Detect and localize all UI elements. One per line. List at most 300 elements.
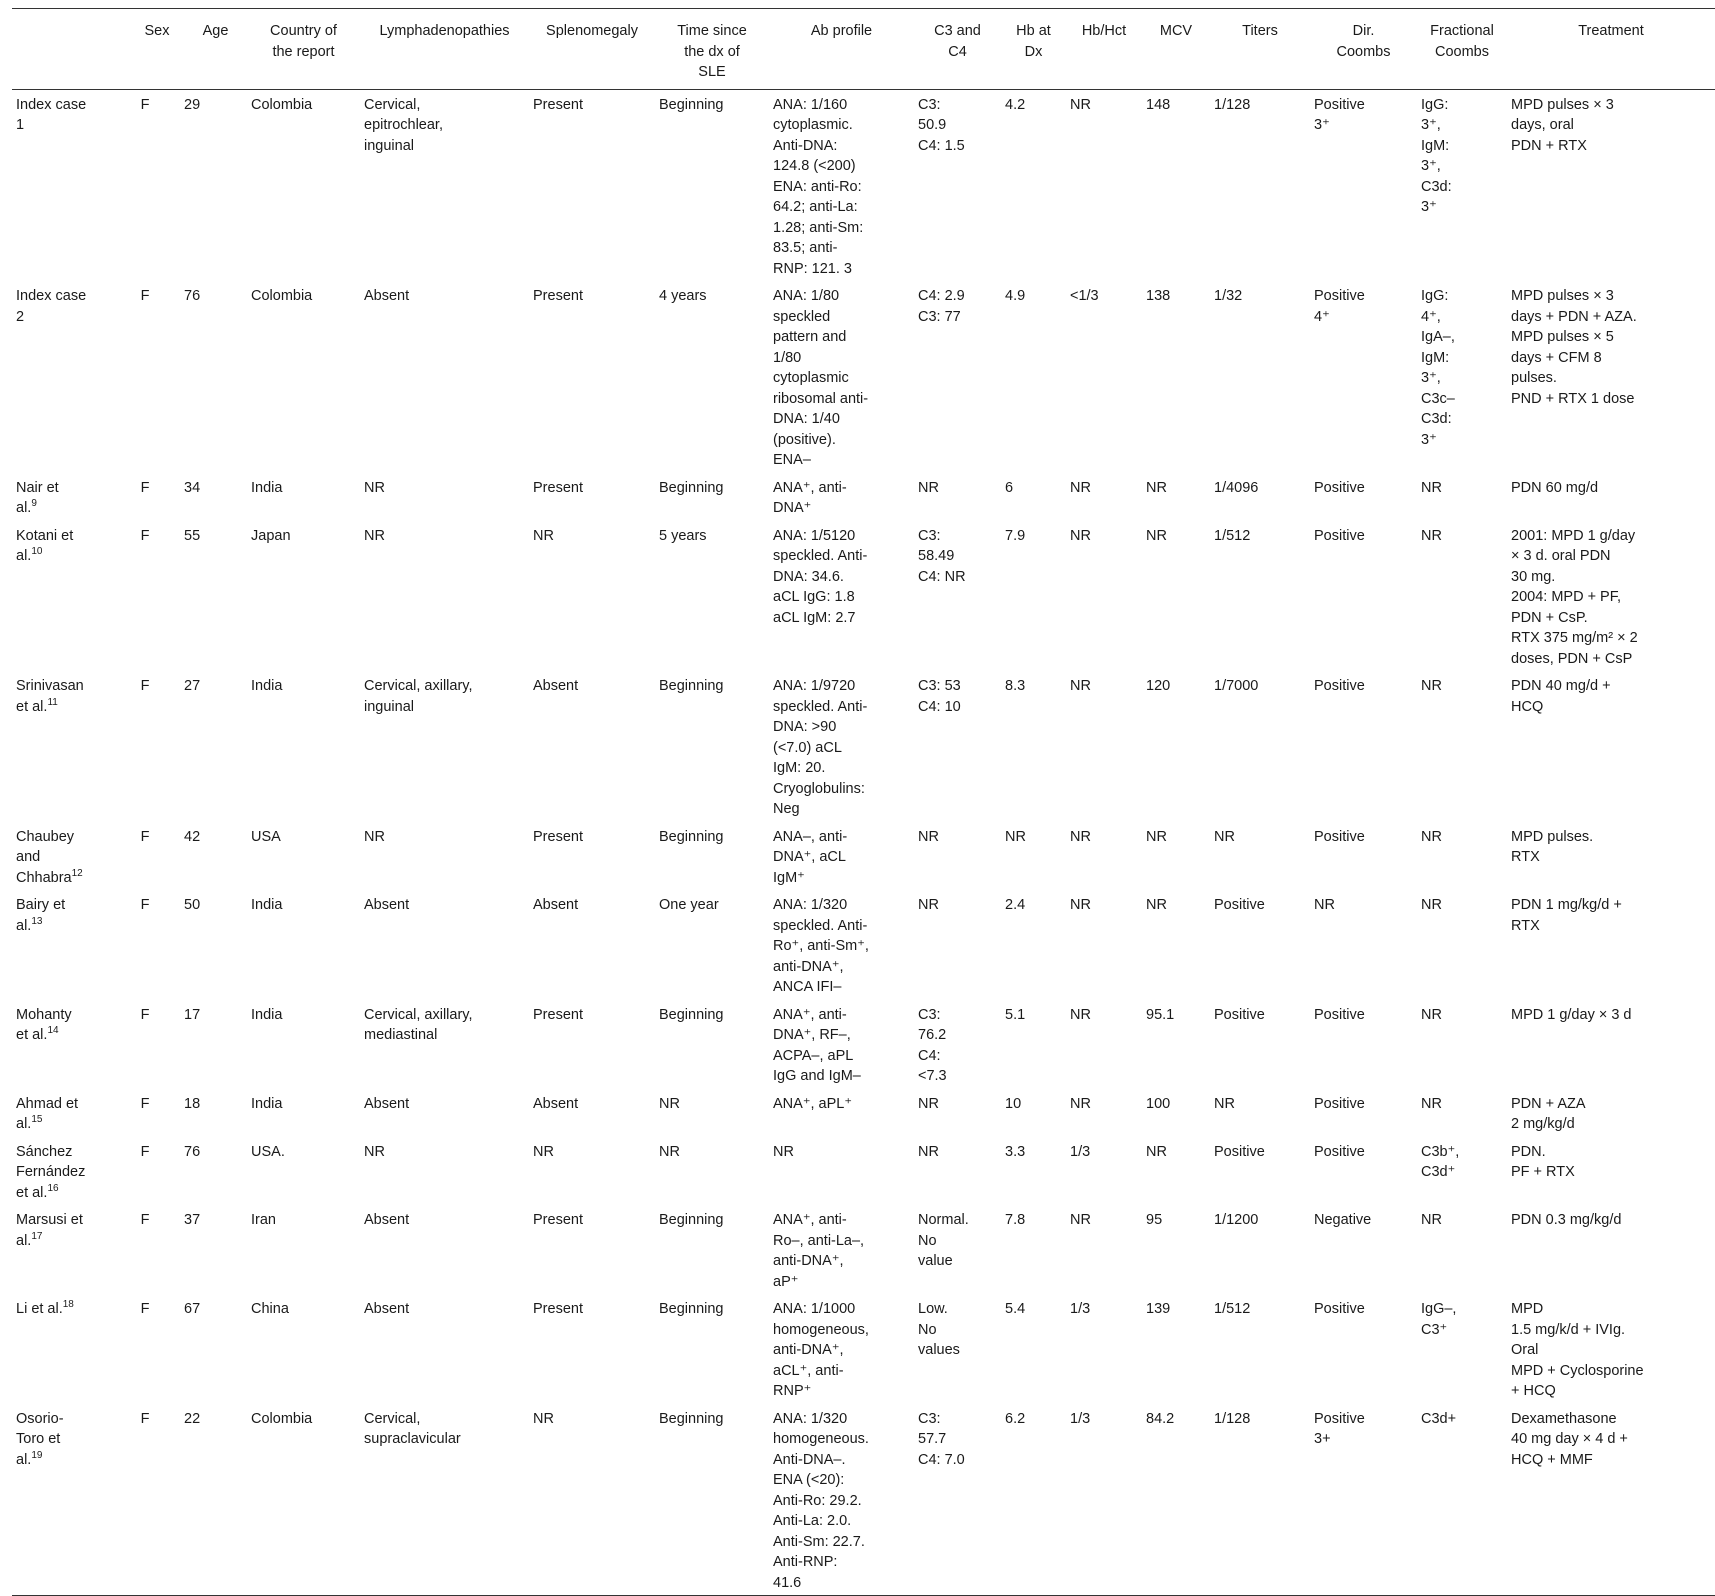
ab-profile-cell [769,1294,914,1404]
hb-hct-cell [1066,281,1142,473]
hb-hct-text: 1/3 [1070,1301,1091,1317]
treatment-text: PDN 0.3 mg/kg/d [1511,1212,1622,1228]
treatment-text: MPD 1 g/day × 3 d [1511,1006,1632,1023]
hb-at-dx-cell [1001,1294,1066,1404]
case-text: Marsusi et al. [16,1212,83,1249]
dir-coombs-text: Positive 4⁺ [1314,288,1365,325]
mcv-text: NR [1146,527,1167,544]
dir-coombs-cell [1310,890,1417,1000]
hb-at-dx-cell [1001,1205,1066,1294]
lymphadenopathies-cell [360,1089,529,1137]
fractional-coombs-cell [1417,1205,1507,1294]
country-text: Colombia [251,288,313,304]
ab-profile-cell [769,1089,914,1137]
age-cell [184,281,247,473]
ab-profile-cell [769,521,914,672]
hb-hct-cell [1066,671,1142,822]
c3-c4-text: NR [918,1095,939,1112]
titers-cell [1210,1089,1310,1137]
c3-c4-cell [914,1089,1001,1137]
age-text: 37 [184,1212,201,1228]
treatment-cell [1507,281,1715,473]
time-since-dx-text: 4 years [659,288,707,304]
case-report-table [12,8,1715,1596]
sex-text: F [140,1301,150,1317]
lymphadenopathies-header: Lymphadenopathies [379,23,510,39]
fractional-coombs-text: NR [1421,479,1442,496]
hb-hct-text: NR [1070,678,1091,694]
table-row [12,1000,1715,1089]
treatment-text: Dexamethasone 40 mg day × 4 d + HCQ + MMF [1511,1410,1628,1468]
ab-profile-text: ANA⁺, anti- DNA⁺, RF–, ACPA–, aPL IgG and IgM– [773,1006,861,1084]
country-cell [247,890,360,1000]
titers-text: 1/32 [1214,288,1243,304]
country-text: Colombia [251,96,313,113]
age-cell [184,1000,247,1089]
time-since-dx-text: Beginning [659,1212,724,1228]
hb-at-dx-text: 4.9 [1005,288,1026,304]
time-since-dx-header: Time since the dx of SLE [677,23,747,80]
splenomegaly-text: Present [533,1301,583,1317]
hb-at-dx-cell [1001,890,1066,1000]
c3-c4-text: NR [918,1143,939,1160]
age-cell [184,1137,247,1206]
fractional-coombs-text: NR [1421,897,1442,913]
case-text: Osorio- Toro et al. [16,1410,64,1468]
case-cell [12,1089,130,1137]
fractional-coombs-text: NR [1421,1006,1442,1023]
hb-at-dx-cell [1001,473,1066,521]
reference-number: 19 [31,1449,43,1461]
mcv-cell [1142,822,1210,891]
time-since-dx-cell [655,890,769,1000]
treatment-text: PDN 60 mg/d [1511,479,1599,496]
fractional-coombs-cell [1417,1294,1507,1404]
fractional-coombs-cell [1417,89,1507,281]
table-row [12,890,1715,1000]
country-text: USA. [251,1143,285,1160]
hb-hct-text: 1/3 [1070,1143,1091,1160]
time-since-dx-text: Beginning [659,1301,724,1317]
case-header [12,9,130,90]
ab-profile-text: ANA⁺, aPL⁺ [773,1095,852,1112]
age-cell [184,822,247,891]
treatment-text: PDN. PF + RTX [1511,1143,1575,1180]
treatment-text: MPD pulses × 3 days, oral PDN + RTX [1511,96,1614,154]
dir-coombs-cell [1310,822,1417,891]
mcv-cell [1142,473,1210,521]
lymphadenopathies-text: Absent [364,1212,410,1228]
treatment-cell [1507,1000,1715,1089]
hb-hct-text: NR [1070,828,1091,845]
mcv-cell [1142,1000,1210,1089]
lymphadenopathies-cell [360,89,529,281]
lymphadenopathies-cell [360,890,529,1000]
titers-text: Positive [1214,1006,1265,1023]
lymphadenopathies-cell [360,1000,529,1089]
titers-text: NR [1214,828,1235,845]
fractional-coombs-text: C3b⁺, C3d⁺ [1421,1143,1460,1180]
splenomegaly-header: Splenomegaly [546,23,638,39]
reference-number: 11 [47,696,58,708]
sex-cell [130,1089,184,1137]
table-row [12,1089,1715,1137]
mcv-text: 95 [1146,1212,1163,1228]
titers-text: 1/512 [1214,527,1251,544]
age-cell [184,473,247,521]
sex-header: Sex [144,23,170,39]
sex-cell [130,1137,184,1206]
fractional-coombs-cell [1417,671,1507,822]
ab-profile-text: ANA: 1/9720 speckled. Anti- DNA: >90 (<7.0) aCL IgM: 20. Cryoglobulins: Neg [773,678,868,817]
age-text: 34 [184,479,201,496]
sex-cell [130,822,184,891]
case-text: Nair et al. [16,479,59,516]
ab-profile-cell [769,473,914,521]
lymphadenopathies-text: Cervical, axillary, mediastinal [364,1006,473,1043]
splenomegaly-text: Present [533,96,583,113]
mcv-text: 139 [1146,1301,1171,1317]
ab-profile-cell [769,1000,914,1089]
treatment-header: Treatment [1578,23,1644,39]
splenomegaly-cell [529,671,655,822]
fractional-coombs-text: C3d+ [1421,1410,1457,1427]
splenomegaly-cell [529,473,655,521]
dir-coombs-text: Positive [1314,1095,1365,1112]
time-since-dx-cell [655,281,769,473]
age-cell [184,1089,247,1137]
age-text: 22 [184,1410,201,1427]
ab-profile-text: ANA: 1/5120 speckled. Anti- DNA: 34.6. aCL IgG: 1.8 aCL IgM: 2.7 [773,527,868,626]
country-text: Colombia [251,1410,313,1427]
hb-hct-cell [1066,890,1142,1000]
sex-text: F [140,1143,150,1160]
time-since-dx-cell [655,1089,769,1137]
case-cell [12,1205,130,1294]
hb-at-dx-text: 3.3 [1005,1143,1026,1160]
age-text: 67 [184,1301,201,1317]
splenomegaly-text: Absent [533,897,579,913]
fractional-coombs-text: IgG–, C3⁺ [1421,1301,1457,1338]
titers-text: NR [1214,1095,1235,1112]
lymphadenopathies-text: Absent [364,1095,410,1112]
country-text: India [251,479,283,496]
time-since-dx-text: Beginning [659,1410,724,1427]
reference-number: 13 [31,915,43,927]
time-since-dx-cell [655,473,769,521]
hb-at-dx-cell [1001,89,1066,281]
reference-number: 15 [31,1114,43,1126]
case-cell [12,521,130,672]
lymphadenopathies-text: Absent [364,897,410,913]
hb-hct-text: NR [1070,527,1091,544]
c3-c4-cell [914,822,1001,891]
fractional-coombs-text: NR [1421,1095,1442,1112]
age-text: 29 [184,96,201,113]
country-cell [247,89,360,281]
reference-number: 16 [47,1182,59,1194]
ab-profile-text: ANA: 1/80 speckled pattern and 1/80 cytoplasmic ribosomal anti- DNA: 1/40 (positive). ENA– [773,288,869,468]
case-cell [12,1000,130,1089]
c3-c4-text: C3: 53 C4: 10 [918,678,961,715]
case-cell [12,281,130,473]
hb-hct-cell [1066,473,1142,521]
sex-text: F [140,527,150,544]
mcv-cell [1142,1137,1210,1206]
lymphadenopathies-text: Cervical, epitrochlear, inguinal [364,96,443,154]
country-cell [247,1089,360,1137]
age-cell [184,1205,247,1294]
country-header: Country of the report [270,23,337,60]
sex-cell [130,1404,184,1596]
titers-cell [1210,1205,1310,1294]
titers-cell [1210,281,1310,473]
fractional-coombs-text: IgG: 3⁺, IgM: 3⁺, C3d: 3⁺ [1421,96,1452,215]
age-cell [184,1404,247,1596]
hb-hct-cell [1066,1404,1142,1596]
age-text: 50 [184,897,201,913]
splenomegaly-text: Absent [533,1095,579,1112]
fractional-coombs-cell [1417,281,1507,473]
fractional-coombs-text: NR [1421,527,1442,544]
table-header [12,9,1715,90]
hb-hct-text: <1/3 [1070,288,1099,304]
reference-number: 12 [71,867,83,879]
table-row [12,822,1715,891]
time-since-dx-cell [655,1294,769,1404]
treatment-cell [1507,473,1715,521]
hb-hct-cell [1066,1205,1142,1294]
c3-c4-cell [914,671,1001,822]
country-text: India [251,897,283,913]
hb-at-dx-cell [1001,281,1066,473]
sex-cell [130,89,184,281]
hb-hct-text: NR [1070,96,1091,113]
fractional-coombs-cell [1417,890,1507,1000]
lymphadenopathies-cell [360,1294,529,1404]
table-row [12,1205,1715,1294]
splenomegaly-cell [529,822,655,891]
sex-cell [130,1294,184,1404]
mcv-header: MCV [1159,23,1193,39]
hb-hct-cell [1066,822,1142,891]
dir-coombs-cell [1310,89,1417,281]
titers-text: Positive [1214,897,1265,913]
mcv-text: NR [1146,1143,1167,1160]
mcv-text: 120 [1146,678,1171,694]
hb-hct-text: NR [1070,479,1091,496]
titers-cell [1210,1294,1310,1404]
treatment-cell [1507,890,1715,1000]
fractional-coombs-cell [1417,473,1507,521]
fractional-coombs-cell [1417,1089,1507,1137]
case-text: Li et al. [16,1301,63,1317]
country-cell [247,822,360,891]
lymphadenopathies-text: Cervical, supraclavicular [364,1410,461,1447]
treatment-text: MPD pulses × 3 days + PDN + AZA. MPD pulses × 5 days + CFM 8 pulses. PND + RTX 1 dose [1511,288,1637,407]
mcv-cell [1142,521,1210,672]
age-cell [184,521,247,672]
case-cell [12,822,130,891]
country-text: India [251,1095,283,1112]
hb-at-dx-cell [1001,1137,1066,1206]
hb-at-dx-text: 2.4 [1005,897,1026,913]
treatment-text: MPD pulses. RTX [1511,828,1594,865]
age-cell [184,671,247,822]
treatment-text: PDN + AZA 2 mg/kg/d [1511,1095,1586,1132]
splenomegaly-text: NR [533,1143,554,1160]
country-cell [247,521,360,672]
mcv-text: NR [1146,897,1167,913]
dir-coombs-cell [1310,1089,1417,1137]
sex-text: F [140,479,150,496]
titers-text: 1/7000 [1214,678,1259,694]
titers-cell [1210,890,1310,1000]
mcv-cell [1142,1089,1210,1137]
case-cell [12,473,130,521]
titers-cell [1210,1404,1310,1596]
titers-text: 1/512 [1214,1301,1251,1317]
fractional-coombs-text: NR [1421,828,1442,845]
lymphadenopathies-cell [360,1404,529,1596]
hb-at-dx-text: 5.1 [1005,1006,1026,1023]
hb-hct-cell [1066,521,1142,672]
dir-coombs-cell [1310,473,1417,521]
sex-cell [130,1205,184,1294]
time-since-dx-text: 5 years [659,527,707,544]
table-row [12,473,1715,521]
time-since-dx-cell [655,1137,769,1206]
titers-cell [1210,521,1310,672]
case-cell [12,89,130,281]
splenomegaly-text: Present [533,1212,583,1228]
titers-cell [1210,89,1310,281]
reference-number: 10 [31,546,43,558]
treatment-cell [1507,1404,1715,1596]
country-text: India [251,678,283,694]
titers-header: Titers [1242,23,1278,39]
country-cell [247,1205,360,1294]
dir-coombs-cell [1310,1294,1417,1404]
c3-c4-text: C3: 58.49 C4: NR [918,527,966,585]
sex-cell [130,671,184,822]
hb-at-dx-cell [1001,1404,1066,1596]
lymphadenopathies-text: Absent [364,288,410,304]
splenomegaly-cell [529,1000,655,1089]
time-since-dx-text: NR [659,1095,680,1112]
age-text: 27 [184,678,201,694]
treatment-cell [1507,1294,1715,1404]
titers-text: Positive [1214,1143,1265,1160]
ab-profile-text: ANA–, anti- DNA⁺, aCL IgM⁺ [773,828,848,886]
case-text: Index case 1 [16,96,87,133]
ab-profile-cell [769,822,914,891]
sex-text: F [140,678,150,694]
hb-hct-text: NR [1070,897,1091,913]
hb-hct-text: NR [1070,1212,1091,1228]
hb-hct-header: Hb/Hct [1081,23,1127,39]
lymphadenopathies-cell [360,1205,529,1294]
hb-at-dx-text: 10 [1005,1095,1022,1112]
time-since-dx-cell [655,1404,769,1596]
sex-cell [130,473,184,521]
lymphadenopathies-cell [360,1137,529,1206]
case-cell [12,671,130,822]
splenomegaly-text: NR [533,1410,554,1427]
mcv-cell [1142,1404,1210,1596]
table-row [12,89,1715,281]
country-cell [247,671,360,822]
c3-c4-text: C3: 57.7 C4: 7.0 [918,1410,965,1468]
dir-coombs-cell [1310,1205,1417,1294]
time-since-dx-cell [655,671,769,822]
c3-c4-text: Low. No values [918,1301,960,1358]
ab-profile-text: ANA⁺, anti- DNA⁺ [773,479,847,516]
case-cell [12,1137,130,1206]
country-text: Iran [251,1212,276,1228]
fractional-coombs-cell [1417,1404,1507,1596]
time-since-dx-text: Beginning [659,678,724,694]
titers-cell [1210,1137,1310,1206]
treatment-text: PDN 40 mg/d + HCQ [1511,678,1611,715]
fractional-coombs-cell [1417,1000,1507,1089]
lymphadenopathies-text: NR [364,479,385,496]
sex-text: F [140,1212,150,1228]
c3-c4-text: NR [918,479,939,496]
hb-at-dx-cell [1001,822,1066,891]
splenomegaly-text: NR [533,527,554,544]
age-cell [184,89,247,281]
hb-at-dx-header: Hb at Dx [1016,23,1051,60]
dir-coombs-text: Positive [1314,479,1365,496]
c3-c4-cell [914,1404,1001,1596]
ab-profile-cell [769,1205,914,1294]
hb-hct-text: NR [1070,1095,1091,1112]
time-since-dx-text: Beginning [659,828,724,845]
fractional-coombs-text: IgG: 4⁺, IgA–, IgM: 3⁺, C3c– C3d: 3⁺ [1421,288,1455,448]
lymphadenopathies-text: NR [364,828,385,845]
c3-c4-cell [914,89,1001,281]
hb-at-dx-cell [1001,1089,1066,1137]
hb-at-dx-text: 8.3 [1005,678,1026,694]
mcv-text: 84.2 [1146,1410,1175,1427]
lymphadenopathies-cell [360,281,529,473]
hb-hct-text: 1/3 [1070,1410,1091,1427]
treatment-text: 2001: MPD 1 g/day × 3 d. oral PDN 30 mg. 2004: MPD + PF, PDN + CsP. RTX 375 mg/m² × 2 doses, PDN + CsP [1511,527,1638,667]
lymphadenopathies-text: Absent [364,1301,410,1317]
country-cell [247,1294,360,1404]
c3-c4-cell [914,1294,1001,1404]
case-cell [12,890,130,1000]
ab-profile-cell [769,1137,914,1206]
ab-profile-text: ANA: 1/320 speckled. Anti- Ro⁺, anti-Sm⁺, anti-DNA⁺, ANCA IFI– [773,897,869,995]
c3-c4-cell [914,521,1001,672]
dir-coombs-text: Positive 3+ [1314,1410,1365,1447]
dir-coombs-text: Positive [1314,1006,1365,1023]
ab-profile-header: Ab profile [810,23,873,39]
mcv-text: 95.1 [1146,1006,1175,1023]
titers-cell [1210,822,1310,891]
sex-cell [130,281,184,473]
sex-cell [130,1000,184,1089]
ab-profile-cell [769,1404,914,1596]
dir-coombs-cell [1310,1000,1417,1089]
time-since-dx-text: Beginning [659,479,724,496]
table-row [12,1294,1715,1404]
treatment-cell [1507,1205,1715,1294]
fractional-coombs-header: Fractional Coombs [1430,23,1494,60]
treatment-text: MPD 1.5 mg/k/d + IVIg. Oral MPD + Cyclosporine + HCQ [1511,1301,1644,1399]
